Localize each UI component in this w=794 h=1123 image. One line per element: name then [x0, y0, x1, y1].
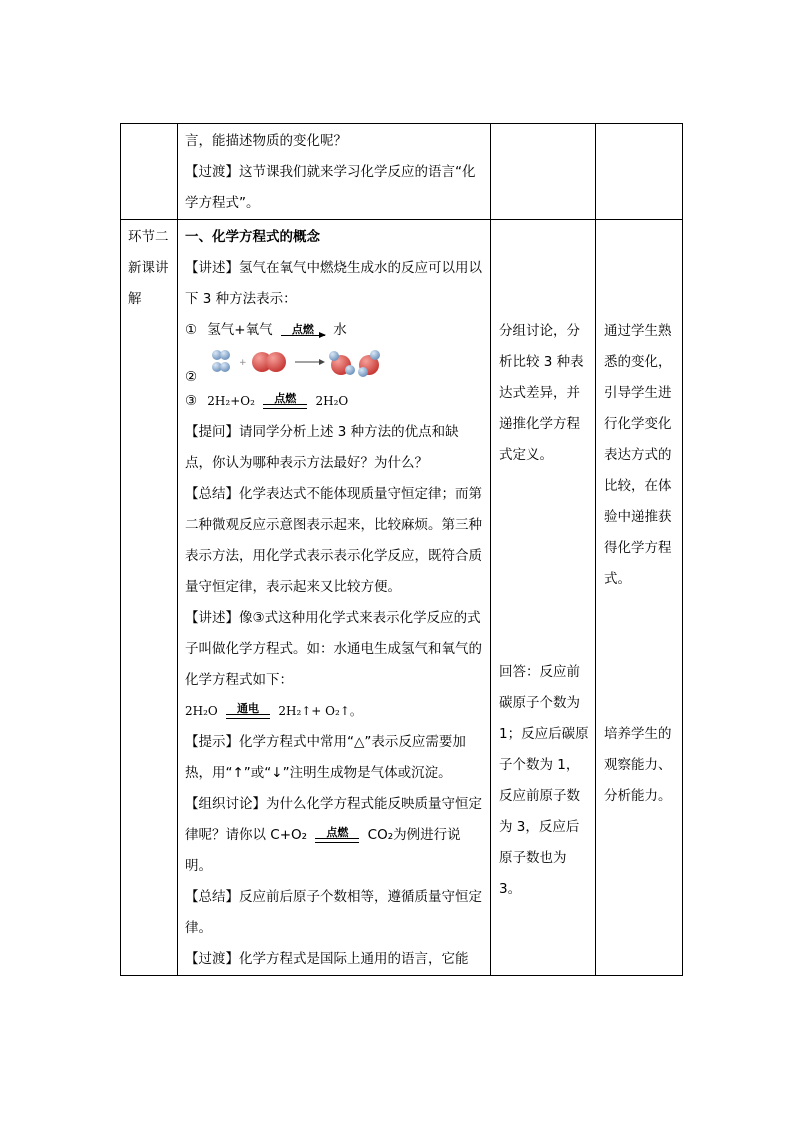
reaction-arrow: 点燃 [281, 324, 325, 336]
narration-paragraph: 【讲述】氢气在氧气中燃烧生成水的反应可以用以下 3 种方法表示： [185, 260, 482, 307]
content-cell [178, 124, 491, 220]
transition-text: 【过渡】这节课我们就来学习化学反应的语言“化学方程式”。 [185, 164, 476, 211]
stage-label: 环节二新课讲解 [128, 229, 169, 307]
molecule-diagram [207, 346, 407, 386]
design-intent-cell [596, 220, 683, 976]
hydrogen-molecules-icon [212, 350, 230, 372]
svg-text:+: + [239, 358, 247, 368]
lesson-plan-table [120, 123, 683, 976]
method-3: ③ 2H₂+O₂ 点燃 2H₂O [185, 392, 349, 409]
stage-cell [121, 220, 178, 976]
hint-paragraph: 【提示】化学方程式中常用“△”表示反应需要加热，用“↑”或“↓”注明生成物是气体或沉淀。 [185, 734, 466, 781]
summary-paragraph: 【总结】化学表达式不能体现质量守恒定律；而第二种微观反应示意图表示起来，比较麻烦。第三种表示方法，用化学式表示表示化学反应，既符合质量守恒定律，表示起来又比较方便。 [185, 486, 482, 595]
design-intent-2: 培养学生的观察能力、分析能力。 [604, 726, 672, 804]
section-heading: 一、化学方程式的概念 [185, 229, 320, 245]
student-activity-cell [491, 124, 596, 220]
stage-cell-empty [121, 124, 178, 220]
content-text: 言，能描述物质的变化呢？ [185, 133, 347, 149]
transition-paragraph: 【过渡】化学方程式是国际上通用的语言，它能 [185, 951, 469, 967]
equals-sign: 点燃 [315, 827, 359, 843]
question-paragraph: 【提问】请同学分析上述 3 种方法的优点和缺点，你认为哪种表示方法最好？为什么？ [185, 424, 459, 471]
method-1: ① 氢气+氧气 点燃 水 [185, 322, 347, 338]
arrow-icon [295, 359, 325, 365]
narration-paragraph: 【讲述】像③式这种用化学式来表示化学反应的式子叫做化学方程式。如：水通电生成氢气和氧气的化学方程式如下： [185, 610, 482, 688]
content-cell [178, 220, 491, 976]
discussion-paragraph: 【组织讨论】为什么化学方程式能反映质量守恒定律呢？请你以 C+O₂ 点燃 CO₂为例进行说明。 [185, 796, 482, 874]
method-2: ② + [185, 346, 485, 386]
student-activity-1: 分组讨论，分析比较 3 种表达式差异，并递推化学方程式定义。 [499, 323, 584, 463]
design-intent-cell [596, 124, 683, 220]
equals-sign: 通电 [226, 703, 270, 719]
table-row [121, 124, 683, 220]
table-row [121, 220, 683, 976]
student-activity-2: 回答：反应前碳原子个数为 1；反应后碳原子个数为 1，反应前原子数为 3，反应后原子数也为 3。 [499, 664, 589, 897]
summary-paragraph: 【总结】反应前后原子个数相等，遵循质量守恒定律。 [185, 889, 482, 936]
oxygen-molecule-icon [252, 352, 286, 372]
equals-sign: 点燃 [263, 393, 307, 409]
design-intent-1: 通过学生熟悉的变化，引导学生进行化学变化表达方式的比较，在体验中递推获得化学方程式。 [604, 323, 672, 587]
electrolysis-equation: 2H₂O 通电 2H₂↑+ O₂↑。 [185, 702, 362, 718]
student-activity-cell [491, 220, 596, 976]
water-molecules-icon [329, 350, 380, 377]
